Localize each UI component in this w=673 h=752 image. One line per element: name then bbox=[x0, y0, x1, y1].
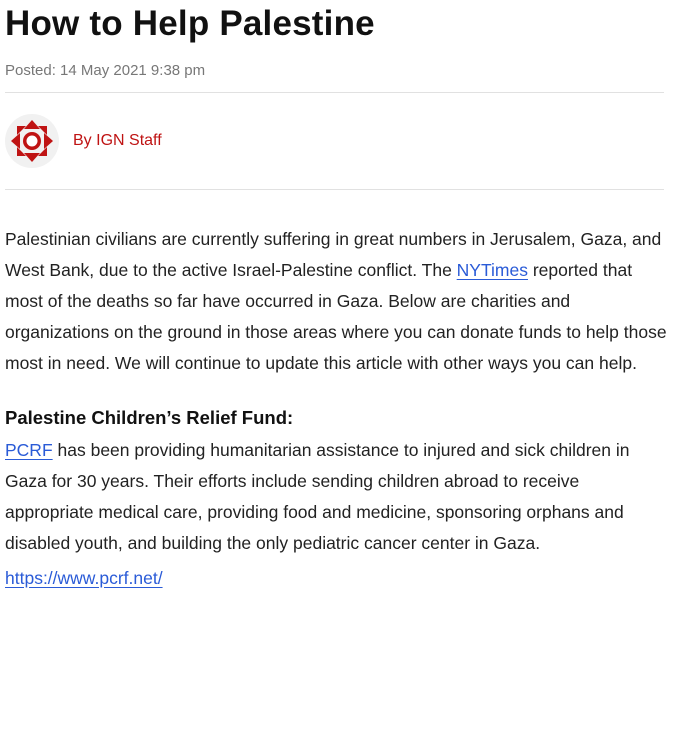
byline bbox=[73, 132, 162, 150]
intro-text-part1: Palestinian civilians are currently suffering in great numbers in Jerusalem, Gaza, and West Bank, due to the active Israel-Palestine conflict. The bbox=[5, 229, 662, 280]
pcrf-description bbox=[5, 435, 669, 559]
posted-date: Posted: 14 May 2021 9:38 pm bbox=[5, 62, 206, 79]
author-row bbox=[5, 93, 664, 189]
intro-text-part2: reported that most of the deaths so far have occurred in Gaza. Below are charities and organizations on the ground in those areas where you can donate funds to help those most in need. We will continue to update this article with other ways you can help. bbox=[5, 260, 667, 373]
intro-paragraph bbox=[5, 224, 669, 379]
bottom-divider bbox=[5, 189, 664, 190]
author-link[interactable]: IGN Staff bbox=[96, 132, 162, 149]
byline-prefix: By bbox=[73, 132, 97, 149]
ign-logo-icon bbox=[9, 118, 55, 164]
pcrf-url-line bbox=[5, 563, 664, 594]
pcrf-description-text: has been providing humanitarian assistance to injured and sick children in Gaza for 30 years. Their efforts include sending children abroad to receive appropriate medical care, providing food and medicine, sponsoring orphans and disabled youth, and building the only pediatric cancer center in Gaza. bbox=[5, 440, 630, 553]
pcrf-heading: Palestine Children’s Relief Fund: bbox=[5, 407, 294, 428]
article-title: How to Help Palestine bbox=[5, 4, 375, 43]
pcrf-link[interactable]: PCRF bbox=[5, 440, 53, 460]
nytimes-link[interactable]: NYTimes bbox=[456, 260, 528, 280]
pcrf-url-link[interactable]: https://www.pcrf.net/ bbox=[5, 568, 163, 588]
author-avatar[interactable] bbox=[5, 114, 59, 168]
